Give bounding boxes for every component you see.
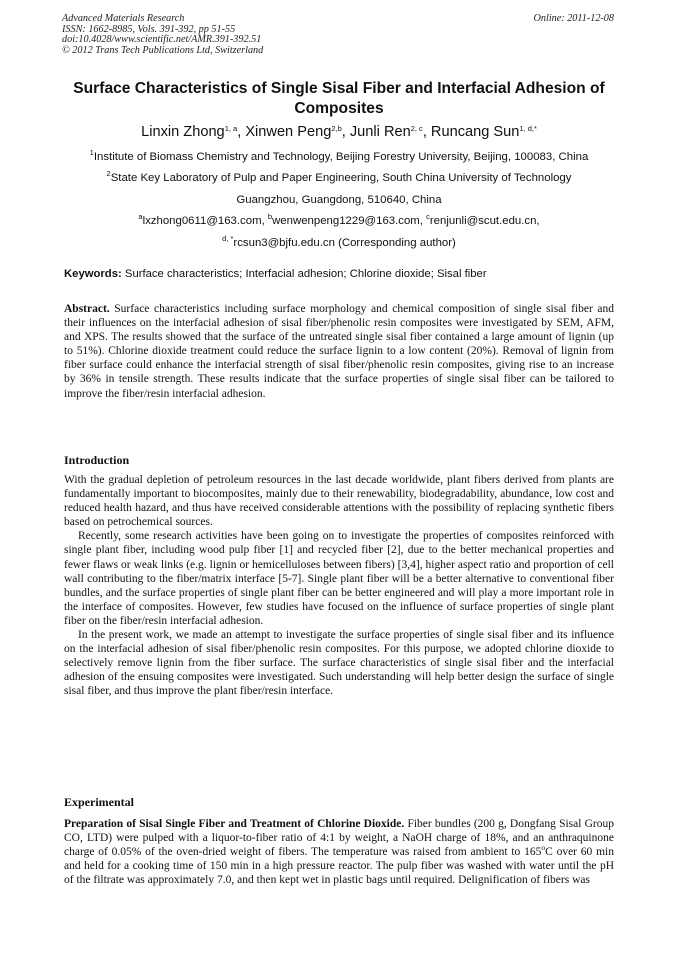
online-date: Online: 2011-12-08: [533, 13, 614, 24]
author-list: Linxin Zhong$^{1, a}$, Xinwen Peng$^{2,b}$, Junli Ren$^{2, c}$, Runcang Sun$^{1, d,*}$: [141, 124, 537, 140]
abstract-label: Abstract.: [64, 303, 110, 315]
experimental-text: Fiber bundles (200 g, Dongfang Sisal Group CO, LTD) were pulped with a liquor-to-fiber ratio of 4:1 by weight, a NaOH charge of 18%, and an anthraquinone charge of 0.05% of the oven-dried weight of fibers. The temperature was raised from ambient to 165: [64, 818, 615, 859]
author-name: Junli Ren: [349, 124, 411, 140]
author-sup: 1, a: [224, 124, 238, 133]
email-line-2: [40, 236, 638, 250]
affiliation-text: Institute of Biomass Chemistry and Technology, Beijing Forestry University, Beijing, 100083, China: [93, 151, 589, 163]
paragraph: With the gradual depletion of petroleum resources in the last decade worldwide, plant fibers derived from plants are fundamentally important to biocomposites, mainly due to their renewability, biodegradability, abundance, low cost and reduced health hazard, and thus have received considerable attentions with the possibility of replacing synthetic fibers based on petrochemical sources.: [64, 474, 614, 529]
author-sup: 2, c: [410, 124, 423, 133]
author-sup: 1, d,*: [519, 124, 537, 133]
section-heading-experimental: Experimental: [64, 795, 134, 809]
email-sup: d, *: [222, 234, 234, 243]
email-sup: a: [138, 212, 143, 221]
affiliation-sup: 1: [89, 148, 94, 157]
affiliation-2: [40, 171, 638, 185]
affiliation-2-address: Guangzhou, Guangdong, 510640, China: [236, 194, 442, 206]
journal-issn: ISSN: 1662-8985, Vols. 391-392, pp 51-55: [62, 23, 236, 35]
introduction-body: [64, 473, 614, 699]
abstract: [64, 302, 614, 401]
abstract-text: Surface characteristics including surface morphology and chemical composition of single sisal fiber and their influences on the interfacial adhesion of sisal fiber/phenolic resin composites were investigated by SEM, AFM, and XPS. The results showed that the surface of the untreated single sisal fiber contained a large amount of lignin (up to 51%). Chlorine dioxide treatment could reduce the surface lignin to a low content (20%). Removal of lignin from fiber surface could enhance the interfacial strength of sisal fiber/phenolic resin composites, giving rise to an increase by 36% in tensile strength. These results indicate that the surface properties of single sisal fiber can be tailored to improve the fiber/resin interfacial adhesion.: [64, 303, 615, 400]
email-sup: c: [426, 212, 430, 221]
paragraph: In the present work, we made an attempt to investigate the surface properties of single sisal fiber and its influence on the interfacial adhesion of sisal fiber/phenolic resin composites. For this purpose, we adopted chlorine dioxide to selectively remove lignin from the fiber surface. The surface characteristics of single sisal fiber and the interfacial adhesion of the ensuing composites were investigated. Such understanding will help better design the surface of single sisal fiber, and thus improve the plant fiber/resin interface.: [64, 629, 614, 698]
email-sup: b: [267, 212, 273, 221]
affiliation-1: [40, 150, 638, 164]
journal-copyright: © 2012 Trans Tech Publications Ltd, Switzerland: [62, 44, 264, 56]
email-b: wenwenpeng1229@163.com,: [272, 215, 423, 227]
email-line-1: [40, 214, 638, 228]
subsection-heading: Preparation of Sisal Single Fiber and Treatment of Chlorine Dioxide.: [64, 818, 405, 830]
paragraph: Recently, some research activities have been going on to investigate the properties of composites reinforced with single plant fiber, including wood pulp fiber [1] and recycled fiber [2], due to the better mechanical properties and fewer flaws or weak links (e.g. lignin or hemicelluloses between fibers) [3,4], higher aspect ratio and proportion of cell wall contributing to the fiber/matrix interface [5-7]. Single plant fiber will be a better alternative to conventional fiber bundles, and the surface properties of single plant fiber can be better engineered and will play a more important role in the interface of composites. However, few studies have focused on the influence of surface properties of single plant fiber on the fiber/resin interfacial adhesion.: [64, 530, 614, 627]
degree-sup: o: [541, 843, 546, 853]
email-d: rcsun3@bjfu.edu.cn (Corresponding author): [233, 237, 456, 249]
experimental-text: C over 60 min and held for a cooking time of 150 min in a high pressure reactor. The pulp fiber was washed with water until the pH of the filtrate was approximately 7.0, and then kept wet in plastic bags until required. Delignification of fibers was: [64, 846, 614, 887]
author-name: Linxin Zhong: [141, 124, 225, 140]
email-a: lxzhong0611@163.com,: [142, 215, 265, 227]
author-sup: 2,b: [331, 124, 342, 133]
email-c: renjunli@scut.edu.cn,: [429, 215, 540, 227]
author-name: Xinwen Peng: [245, 124, 332, 140]
keywords-text: Surface characteristics; Interfacial adhesion; Chlorine dioxide; Sisal fiber: [124, 268, 487, 280]
experimental-body: [64, 817, 614, 887]
affiliation-text: State Key Laboratory of Pulp and Paper Engineering, South China University of Technology: [110, 172, 572, 184]
paper-title: Surface Characteristics of Single Sisal Fiber and Interfacial Adhesion of Composites: [73, 80, 605, 117]
keywords: [64, 268, 487, 280]
author-name: Runcang Sun: [430, 124, 520, 140]
keywords-label: Keywords:: [64, 268, 122, 280]
section-heading-introduction: Introduction: [64, 453, 130, 467]
journal-header: [62, 14, 263, 56]
affiliation-sup: 2: [106, 169, 111, 178]
journal-name: Advanced Materials Research: [62, 13, 185, 24]
journal-doi: doi:10.4028/www.scientific.net/AMR.391-392.51: [62, 34, 262, 46]
